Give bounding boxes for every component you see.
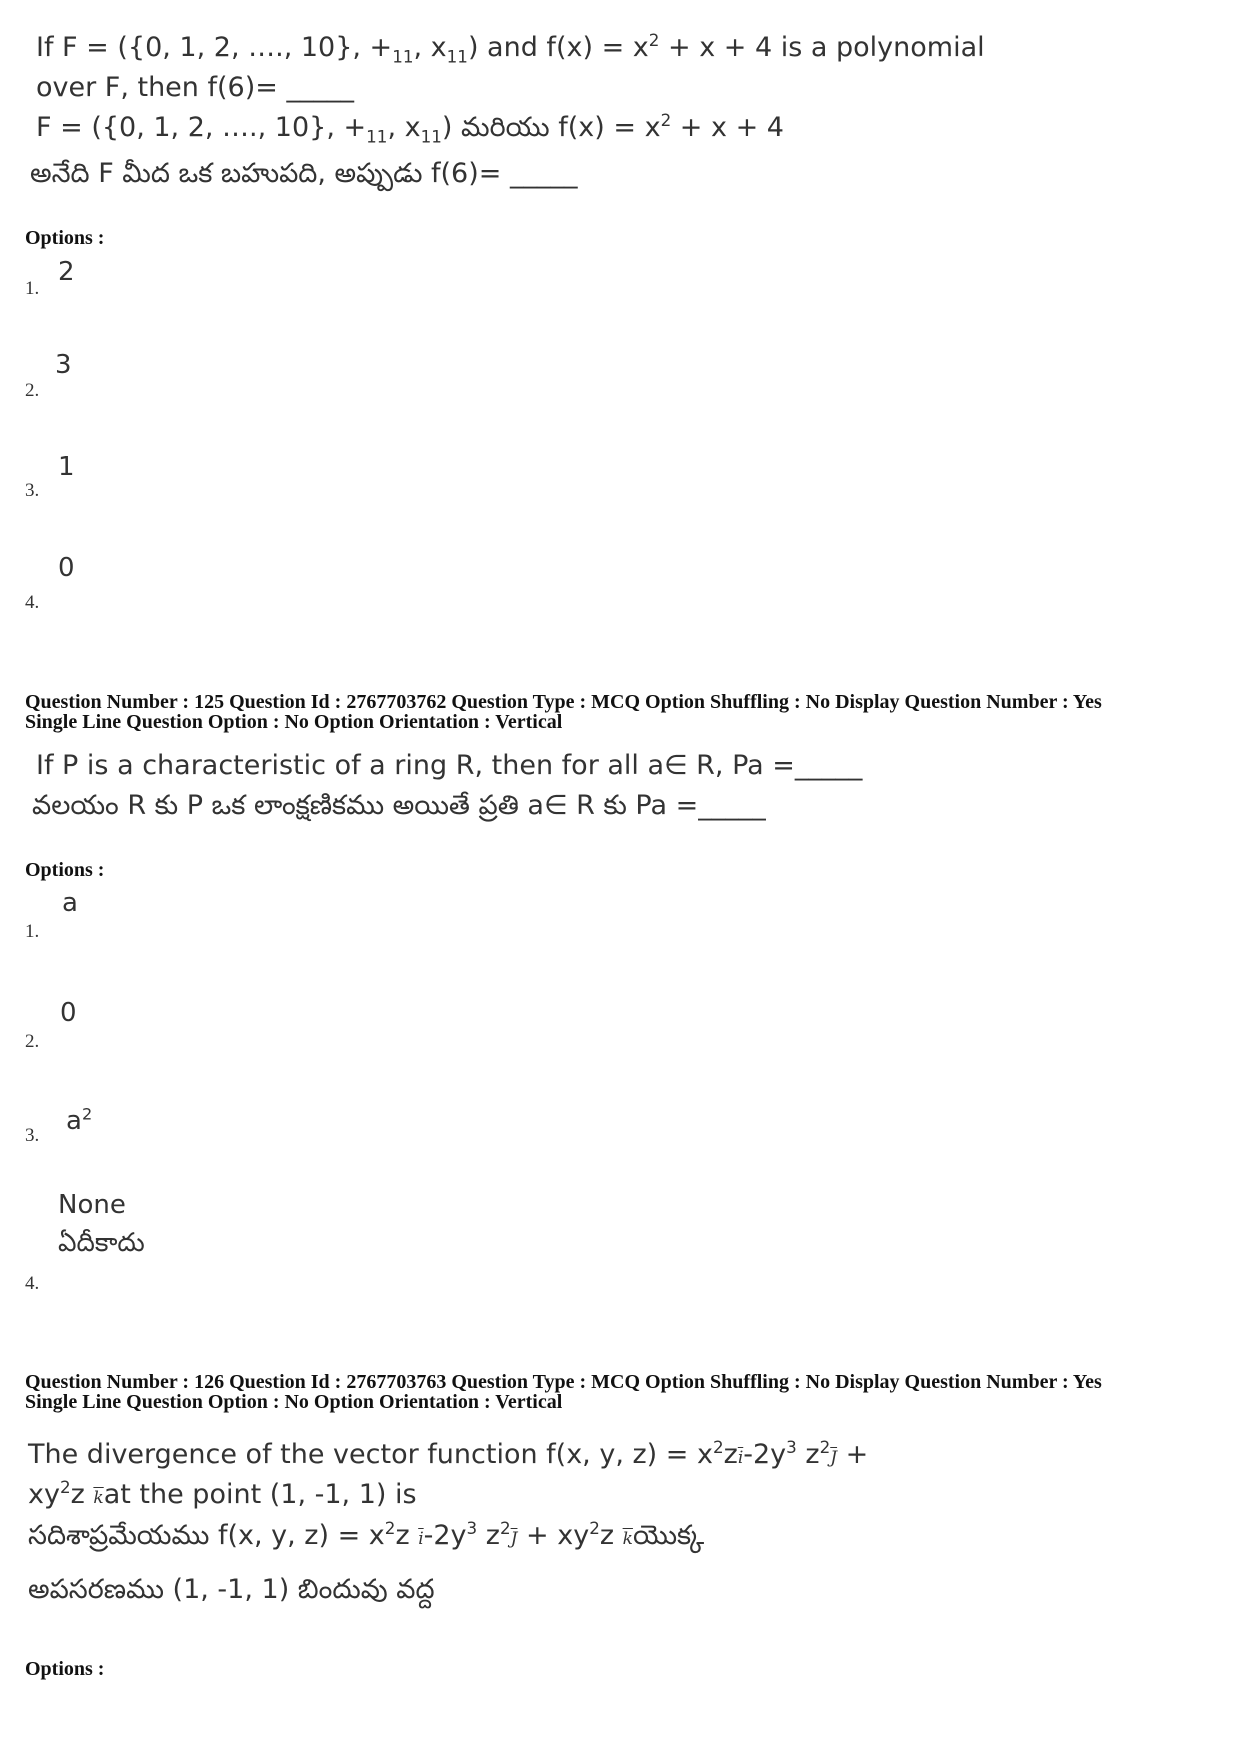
q125-option-2-value: 0 xyxy=(60,998,77,1028)
q124-telugu-line1: F = ({0, 1, 2, …., 10}, $+_{11}$, $x_{11}$) మరియు $f(x) = x^2 + x + 4$ xyxy=(36,110,784,147)
q125-telugu-line: వలయం R కు P ఒక లాంక్షణికము అయితే ప్రతి a∈ R కు Pa =_____ xyxy=(32,790,766,821)
q126-telugu-line1: సదిశాప్రమేయము f(x, y, $z) = x^2z$ $\overline{i}-2y^3$ $z^2\overline{J} + xy^2z$ $\overline{k}యొక్క$ xyxy=(28,1518,705,1551)
q126-meta-line2: Single Line Question Option : No Option Orientation : Vertical xyxy=(25,1391,563,1413)
unit-vector-i: $\overline{i}$ xyxy=(737,1448,744,1468)
q125-option-4-number: 4. xyxy=(25,1273,40,1294)
q125-option-3-number: 3. xyxy=(25,1125,40,1146)
unit-vector-k: $\overline{k}$ xyxy=(93,1488,104,1508)
q125-meta-line2: Single Line Question Option : No Option Orientation : Vertical xyxy=(25,711,563,733)
q126-english-line1: The divergence of the vector function f(x, y, $z) = x^2z\overline{i}-2y^3$ $z^2\overline{J}$ + xyxy=(28,1437,869,1470)
q124-option-4-value: 0 xyxy=(58,553,75,583)
q126-english-line2: $xy^2z$ $\overline{k}at$ the point (1, -1, 1) is xyxy=(28,1477,417,1510)
q124-option-3-number: 3. xyxy=(25,480,40,501)
q124-english-line2: over F, then f(6)= _____ xyxy=(36,72,354,103)
q124-options-label: Options : xyxy=(25,227,105,249)
q125-option-3-value: $a^2$ xyxy=(66,1104,93,1136)
q125-option-1-number: 1. xyxy=(25,921,40,942)
q125-meta-line1: Question Number : 125 Question Id : 2767703762 Question Type : MCQ Option Shuffling : No Display Question Number : Yes xyxy=(25,691,1102,713)
unit-vector-j: $\overline{J}$ xyxy=(830,1448,838,1468)
q125-option-1-value: a xyxy=(62,888,78,918)
q124-option-2-value: 3 xyxy=(55,350,72,380)
q124-option-4-number: 4. xyxy=(25,592,40,613)
q126-telugu-line2: అపసరణము (1, -1, 1) బిందువు వద్ద xyxy=(28,1574,435,1605)
q124-option-1-number: 1. xyxy=(25,278,40,299)
q124-telugu-line2: అనేది F మీద ఒక బహుపది, అప్పుడు f(6)= _____ xyxy=(30,158,578,189)
q125-options-label: Options : xyxy=(25,859,105,881)
q124-english-line1: If F = ({0, 1, 2, …., 10}, $+_{11}$, $x_{11}$) and $f(x) = x^2 + x + 4$ is a polynomial xyxy=(36,30,985,67)
q124-option-2-number: 2. xyxy=(25,380,40,401)
q124-option-1-value: 2 xyxy=(58,257,75,287)
q126-meta-line1: Question Number : 126 Question Id : 2767703763 Question Type : MCQ Option Shuffling : No Display Question Number : Yes xyxy=(25,1371,1102,1393)
q124-option-3-value: 1 xyxy=(58,452,75,482)
q125-option-4-telugu: ఏదీకాదు xyxy=(58,1228,145,1258)
q126-options-label: Options : xyxy=(25,1658,105,1680)
q125-option-4-value: None xyxy=(58,1190,126,1220)
q125-english-line: If P is a characteristic of a ring R, then for all a∈ R, Pa =_____ xyxy=(36,750,863,781)
q125-option-2-number: 2. xyxy=(25,1031,40,1052)
